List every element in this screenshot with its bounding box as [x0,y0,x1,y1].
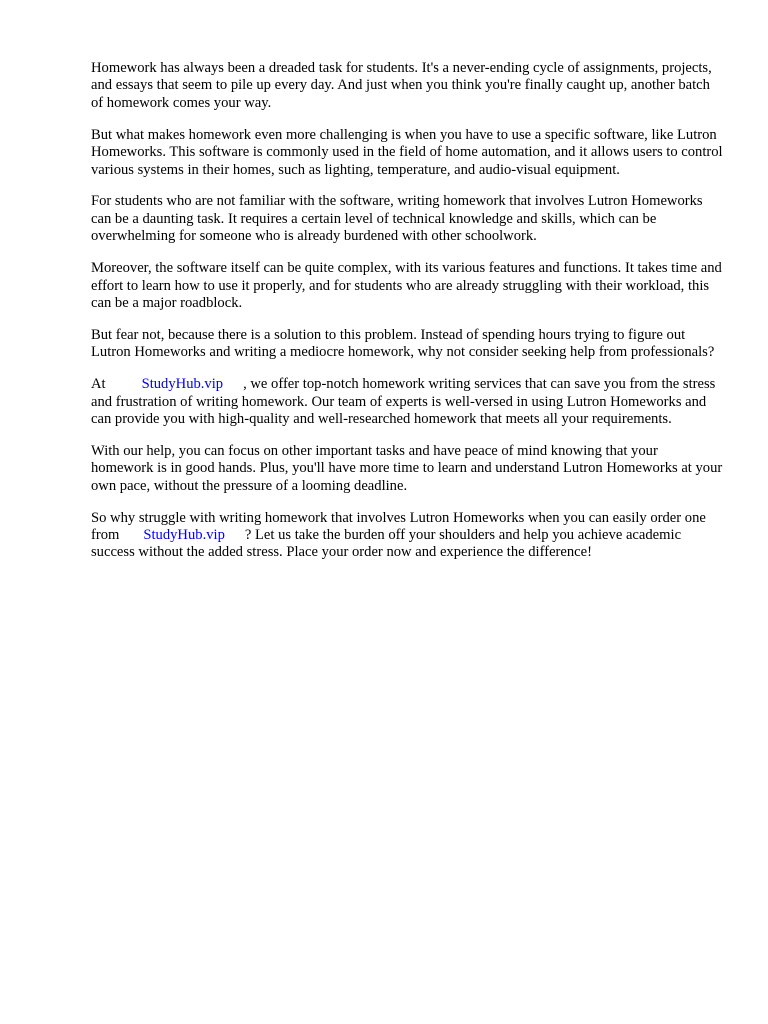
document-body [91,60,723,576]
studyhub-link[interactable]: StudyHub.vip [141,376,224,393]
paragraph-closing-lead: So why struggle with writing homework that involves Lutron Homeworks when you can easily order one from [91,509,706,544]
paragraph-service-lead: At [91,376,106,393]
paragraph-complexity: Moreover, the software itself can be quite complex, with its various features and functions. It takes time and effort to learn how to use it properly, and for students who are already struggling with their workload, this can be a major roadblock. [91,260,722,311]
paragraph-service [91,376,723,428]
paragraph-unfamiliar: For students who are not familiar with the software, writing homework that involves Lutron Homeworks can be a daunting task. It requires a certain level of technical knowledge and skills, which can be overwhelming for someone who is already burdened with other schoolwork. [91,193,703,245]
paragraph-solution: But fear not, because there is a solution to this problem. Instead of spending hours trying to figure out Lutron Homeworks and writing a mediocre homework, why not consider seeking help from professionals? [91,326,715,361]
paragraph-software: But what makes homework even more challenging is when you have to use a specific software, like Lutron Homeworks. This software is commonly used in the field of home automation, and it allows users to control various systems in their homes, such as lighting, temperature, and audio-visual equipment. [91,126,723,178]
studyhub-link-closing[interactable]: StudyHub.vip [143,527,225,544]
paragraph-benefits: With our help, you can focus on other important tasks and have peace of mind knowing that your homework is in good hands. Plus, you'll have more time to learn and understand Lutron Homeworks at your own pace, without the pressure of a looming deadline. [91,442,723,494]
paragraph-closing-text: ? Let us take the burden off your shoulders and help you achieve academic success without the added stress. Place your order now and experience the difference! [91,527,682,561]
paragraph-service-text: , we offer top-notch homework writing services that can save you from the stress and frustration of writing homework. Our team of experts is well-versed in using Lutron Homeworks and can provide you with high-quality and well-researched homework that meets all your requirements. [91,376,716,427]
paragraph-closing [91,510,723,562]
paragraph-intro: Homework has always been a dreaded task for students. It's a never-ending cycle of assignments, projects, and essays that seem to pile up every day. And just when you think you're finally caught up, another batch of homework comes your way. [91,60,712,111]
